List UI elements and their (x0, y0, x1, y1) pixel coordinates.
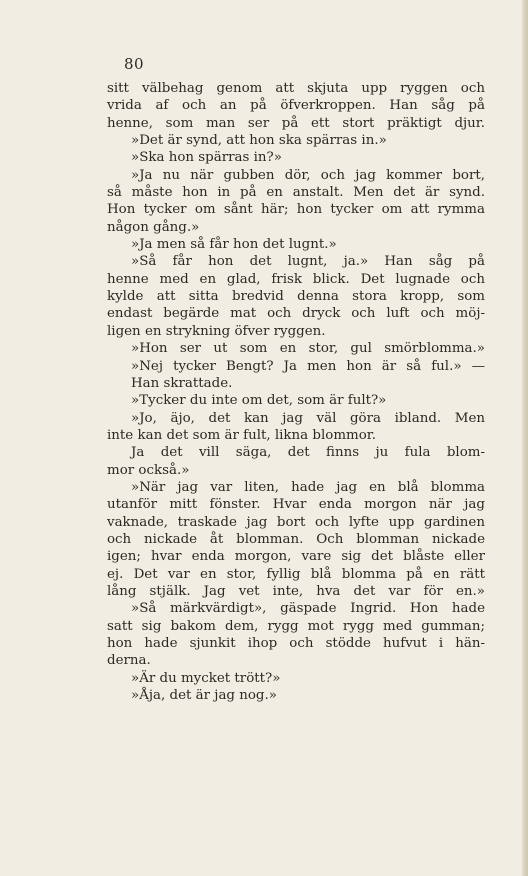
text-line: utanför mitt fönster. Hvar enda morgon när jag (107, 497, 485, 513)
text-line: derna. (107, 653, 151, 669)
text-line: ligen en strykning öfver ryggen. (107, 323, 326, 339)
text-line: »Tycker du inte om det, som är fult?» (131, 393, 387, 409)
text-line: henne, som man ser på ett stort präktigt djur. (107, 115, 485, 131)
text-line: mor också.» (107, 462, 190, 478)
text-line: »Nej tycker Bengt? Ja men hon är så ful.» — (131, 358, 485, 374)
text-line: »Hon ser ut som en stor, gul smörblomma.» (131, 341, 485, 357)
text-line: ej. Det var en stor, fyllig blå blomma på en rätt (107, 566, 485, 582)
text-line: lång stjälk. Jag vet inte, hva det var för en.» (107, 583, 485, 599)
body-text (107, 80, 485, 704)
page-number: 80 (124, 55, 145, 73)
text-line: »Ja men så får hon det lugnt.» (131, 237, 337, 253)
text-line: och nickade åt blomman. Och blomman nickade (107, 531, 485, 547)
text-line: »Är du mycket trött?» (131, 670, 281, 686)
text-line: inte kan det som är fult, likna blommor. (107, 427, 376, 443)
text-line: Ja det vill säga, det finns ju fula blom- (131, 445, 485, 461)
text-line: »Ja nu när gubben dör, och jag kommer bort, (131, 167, 485, 183)
text-line: satt sig bakom dem, rygg mot rygg med gumman; (107, 618, 485, 634)
text-line: vaknade, traskade jag bort och lyfte upp gardinen (107, 514, 485, 530)
text-line: hon hade sjunkit ihop och stödde hufvut i hän- (107, 636, 485, 651)
text-line: »När jag var liten, hade jag en blå blomma (131, 479, 485, 495)
text-line: endast begärde mat och dryck och luft och möj- (107, 306, 485, 322)
text-line: så måste hon in på en anstalt. Men det är synd. (107, 185, 485, 201)
text-line: kylde att sitta bredvid denna stora kropp, som (107, 289, 485, 305)
text-line: »Åja, det är jag nog.» (131, 688, 277, 704)
text-line: »Så märkvärdigt», gäspade Ingrid. Hon hade (131, 601, 485, 617)
text-line: »Det är synd, att hon ska spärras in.» (131, 133, 387, 149)
text-line: Hon tycker om sånt här; hon tycker om att rymma (107, 202, 485, 218)
page-edge (522, 0, 528, 876)
text-line: henne med en glad, frisk blick. Det lugnade och (107, 271, 485, 287)
text-line: någon gång.» (107, 219, 200, 235)
text-line: sitt välbehag genom att skjuta upp ryggen och (107, 81, 485, 96)
text-line: igen; hvar enda morgon, vare sig det blåste eller (107, 549, 485, 565)
text-line: »Så får hon det lugnt, ja.» Han såg på (131, 254, 485, 270)
text-line: vrida af och an på öfverkroppen. Han såg på (107, 98, 485, 114)
text-line: »Jo, äjo, det kan jag väl göra ibland. Men (131, 410, 485, 426)
text-line: »Ska hon spärras in?» (131, 150, 282, 166)
text-line: Han skrattade. (131, 375, 233, 391)
